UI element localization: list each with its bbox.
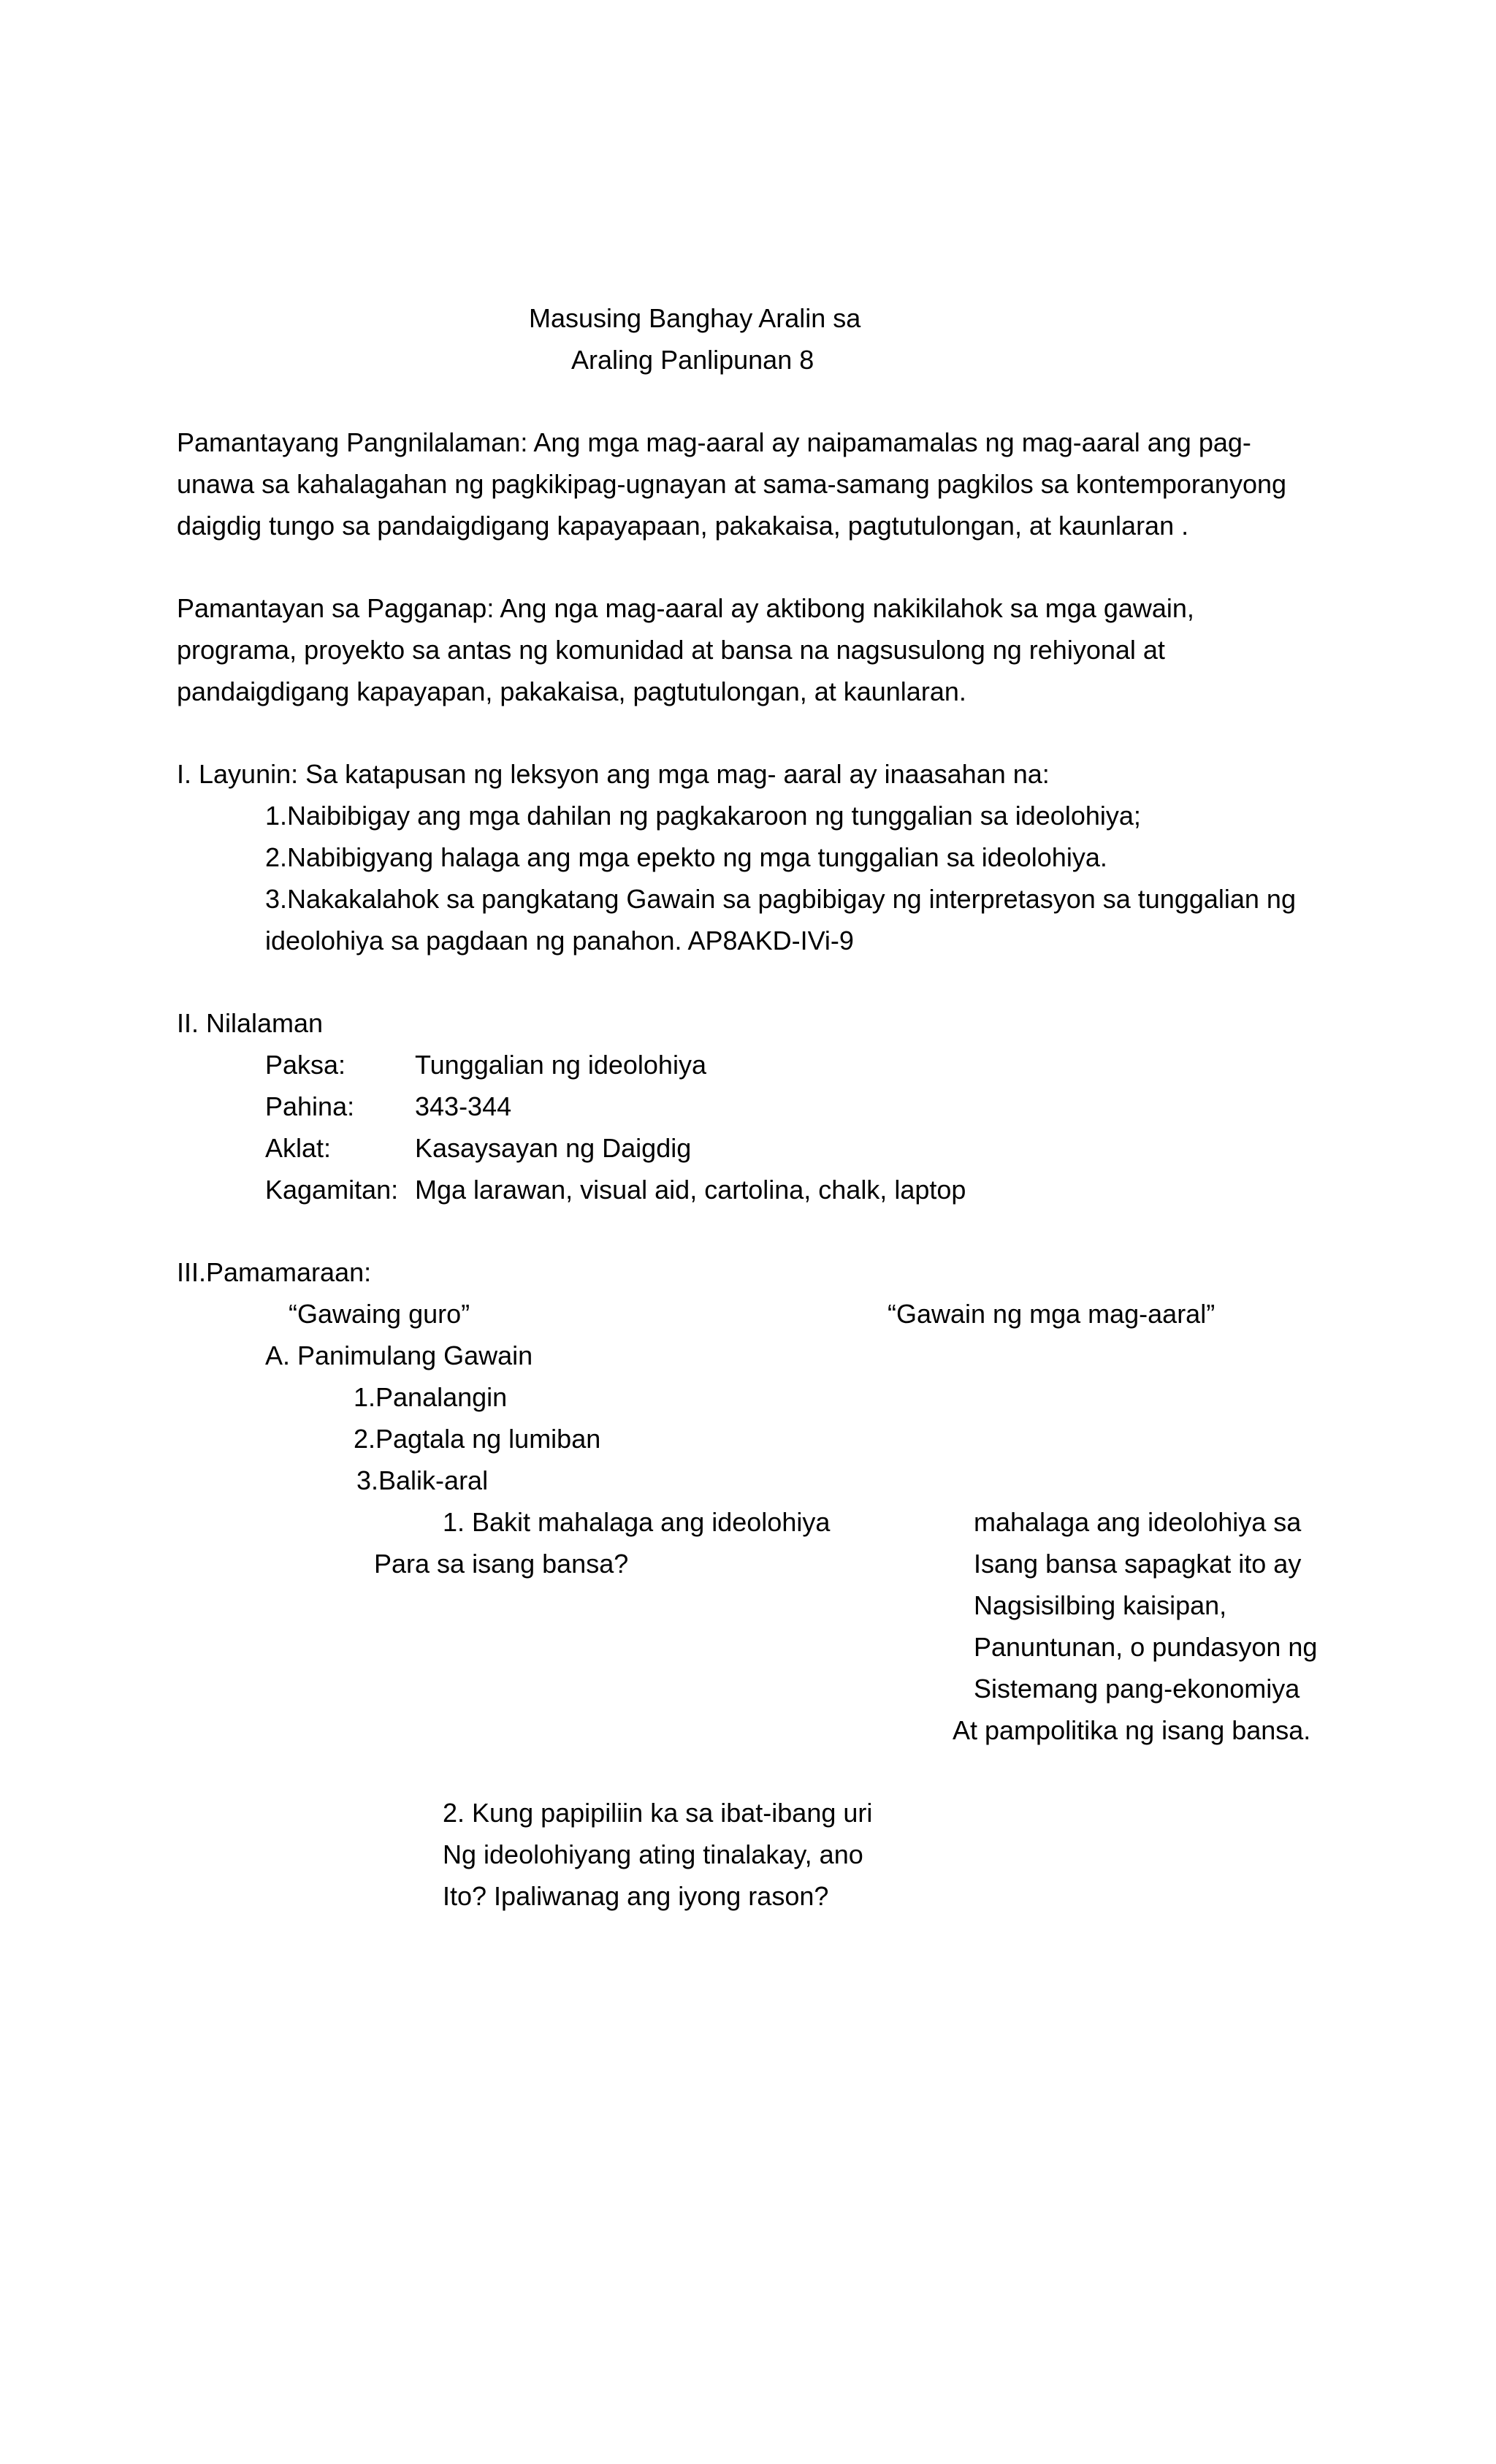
step-panalangin: 1.Panalangin [354,1382,508,1412]
nilalaman-label-kagamitan: Kagamitan: [265,1175,399,1205]
answer-1-line: Sistemang pang-ekonomiya [974,1674,1300,1704]
layunin-item: 2.Nabibigyang halaga ang mga epekto ng mga tunggalian sa ideolohiya. [265,842,1107,872]
column-header-gawain-mag-aaral: “Gawain ng mga mag-aaral” [888,1299,1216,1329]
question-1-line: Para sa isang bansa? [374,1549,629,1579]
question-1-line: 1. Bakit mahalaga ang ideolohiya [443,1507,831,1537]
paragraph-line: Pamantayang Pangnilalaman: Ang mga mag-aaral ay naipamamalas ng mag-aaral ang pag- [177,427,1251,457]
nilalaman-value-aklat: Kasaysayan ng Daigdig [415,1133,692,1163]
layunin-item: ideolohiya sa pagdaan ng panahon. AP8AKD-IVi-9 [265,926,854,956]
step-pagtala: 2.Pagtala ng lumiban [354,1424,601,1454]
nilalaman-label-pahina: Pahina: [265,1091,355,1121]
pamamaraan-heading: III.Pamamaraan: [177,1257,372,1287]
nilalaman-heading: II. Nilalaman [177,1008,324,1038]
layunin-item: 3.Nakakalahok sa pangkatang Gawain sa pagbibigay ng interpretasyon sa tunggalian ng [265,884,1296,914]
nilalaman-label-aklat: Aklat: [265,1133,332,1163]
answer-1-line: Panuntunan, o pundasyon ng [974,1632,1318,1662]
nilalaman-label-paksa: Paksa: [265,1050,346,1080]
layunin-item: 1.Naibibigay ang mga dahilan ng pagkakaroon ng tunggalian sa ideolohiya; [265,801,1141,831]
answer-1-line: At pampolitika ng isang bansa. [953,1715,1311,1745]
question-2-line: 2. Kung papipiliin ka sa ibat-ibang uri [443,1798,873,1828]
nilalaman-value-pahina: 343-344 [415,1091,512,1121]
column-header-gawaing-guro: “Gawaing guro” [289,1299,470,1329]
nilalaman-value-paksa: Tunggalian ng ideolohiya [415,1050,706,1080]
document-title-line-1: Masusing Banghay Aralin sa [529,303,861,333]
paragraph-line: unawa sa kahalagahan ng pagkikipag-ugnayan at sama-samang pagkilos sa kontemporanyong [177,469,1287,499]
question-2-line: Ng ideolohiyang ating tinalakay, ano [443,1839,863,1869]
document-title-line-2: Araling Panlipunan 8 [571,345,814,375]
paragraph-line: programa, proyekto sa antas ng komunidad at bansa na nagsusulong ng rehiyonal at [177,635,1165,665]
layunin-heading: I. Layunin: Sa katapusan ng leksyon ang mga mag- aaral ay inaasahan na: [177,759,1050,789]
step-balik-aral: 3.Balik-aral [356,1465,489,1495]
answer-1-line: Nagsisilbing kaisipan, [974,1590,1227,1620]
paragraph-line: pandaigdigang kapayapan, pakakaisa, pagtutulongan, at kaunlaran. [177,676,966,706]
nilalaman-value-kagamitan: Mga larawan, visual aid, cartolina, chalk, laptop [415,1175,966,1205]
answer-1-line: mahalaga ang ideolohiya sa [974,1507,1302,1537]
paragraph-line: daigdig tungo sa pandaigdigang kapayapaan, pakakaisa, pagtutulongan, at kaunlaran . [177,511,1189,541]
answer-1-line: Isang bansa sapagkat ito ay [974,1549,1302,1579]
panimulang-gawain-heading: A. Panimulang Gawain [265,1340,533,1370]
paragraph-line: Pamantayan sa Pagganap: Ang nga mag-aaral ay aktibong nakikilahok sa mga gawain, [177,593,1194,623]
question-2-line: Ito? Ipaliwanag ang iyong rason? [443,1881,829,1911]
